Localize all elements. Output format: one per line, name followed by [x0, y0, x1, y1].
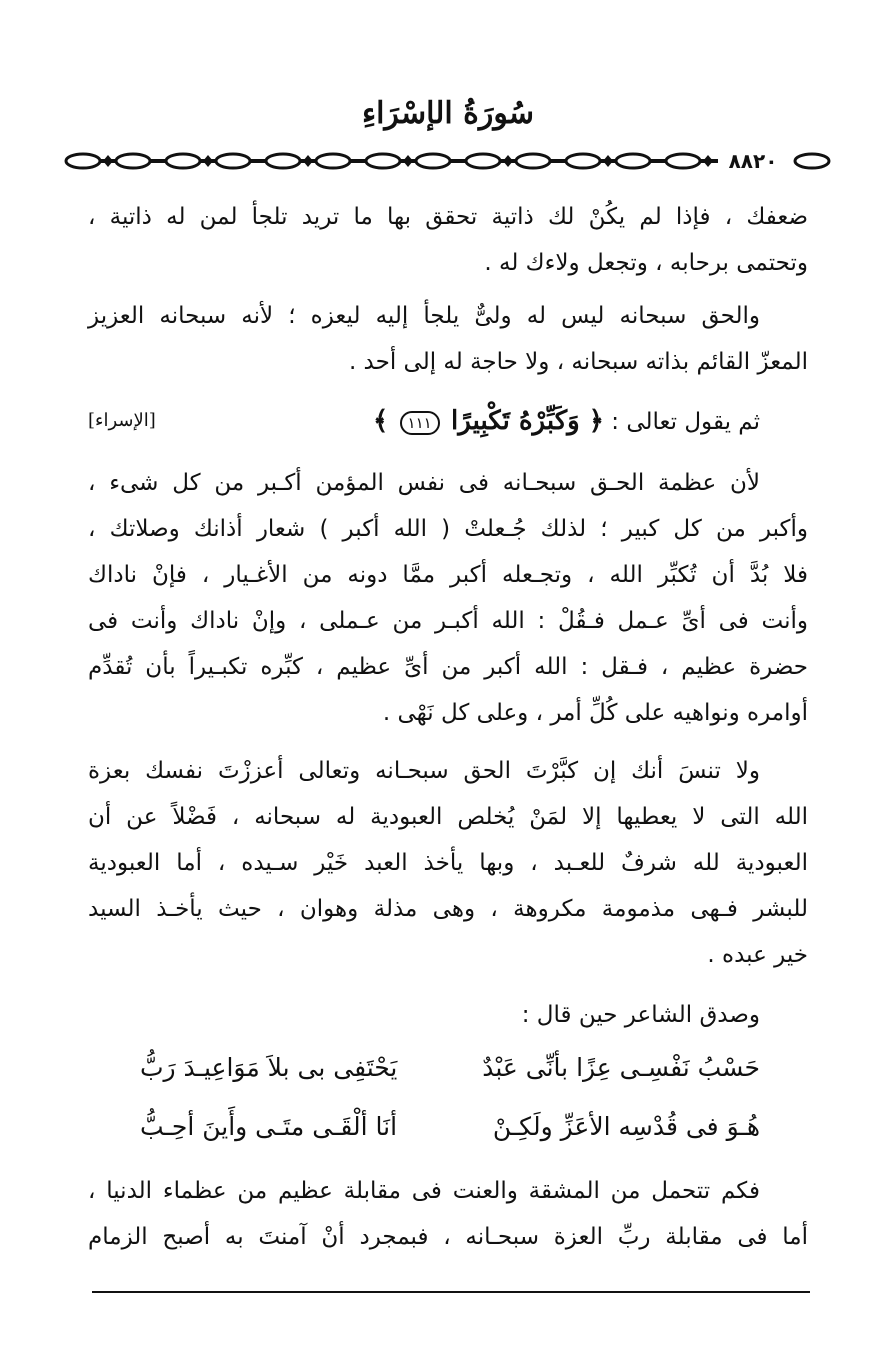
text-line: المعزّ القائم بذاته سبحانه ، ولا حاجة له إلى أحد . [348, 349, 808, 375]
poem-second-hemistich: يَحْتَفِى بى بلاَ مَوَاعِيـدَ رَبُّ [140, 1053, 398, 1082]
verse-quote: ﴿ وَكَبِّرْهُ تَكْبِيرًا [451, 406, 604, 436]
paragraph-4 [88, 748, 808, 978]
verse-text [373, 398, 760, 445]
paragraph-2 [88, 293, 808, 385]
text-line: ضعفك ، فإذا لم يكُنْ لك ذاتية تحقق بها ما تريد تلجأ لمن له ذاتية ، [88, 204, 808, 230]
text-line: لأن عظمة الحـق سبحـانه فى نفس المؤمن أكـبر من كل شىء ، [88, 470, 760, 496]
verse-close-bracket: ﴾ [373, 406, 389, 436]
text-line: والحق سبحانه ليس له ولىٌّ يلجأ إليه ليعزه ؛ لأنه سبحانه العزيز [88, 303, 760, 329]
text-line: حضرة عظيم ، فـقل : الله أكبر من أىِّ عظيم ، كبِّره تكبـيراً بأن تُقدِّم [88, 654, 808, 680]
ayah-number-marker: ١١١ [400, 411, 440, 435]
paragraph-3 [88, 460, 808, 736]
text-line: خير عبده . [707, 942, 808, 968]
poem-first-hemistich: حَسْبُ نَفْسِـى عِزًا بأنِّى عَبْدٌ [482, 1053, 760, 1082]
poem-second-hemistich: أنَا ألْقَـى متَـى وأَينَ أحِـبُّ [140, 1112, 398, 1141]
page-number: ٨٨٢٠ [718, 147, 788, 175]
text-line: الله التى لا يعطيها إلا لمَنْ يُخلص العبودية له سبحانه ، فَضْلاً عن أن [88, 804, 808, 830]
text-line: وتحتمى برحابه ، وتجعل ولاءك له . [484, 250, 808, 276]
verse-intro: ثم يقول تعالى : [611, 409, 760, 435]
quran-verse-line [88, 398, 808, 444]
surah-title: سُورَةُ الإسْرَاءِ [361, 96, 535, 131]
text-line: وأكبر من كل كبير ؛ لذلك جُـعلتْ ( الله أكبر ) شعار أذانك وصلاتك ، [88, 516, 808, 542]
text-line: فلا بُدَّ أن تُكبِّر الله ، وتجـعله أكبر ممَّا دونه من الأغـيار ، فإنْ ناداك [88, 562, 808, 588]
ornamental-rule [62, 146, 832, 176]
text-line: العبودية لله شرفٌ للعـبد ، وبها يأخذ العبد خَيْر سـيده ، أما العبودية [88, 850, 808, 876]
poem-verse [140, 1043, 760, 1093]
text-line: فكم تتحمل من المشقة والعنت فى مقابلة عظيم من عظماء الدنيا ، [88, 1178, 760, 1204]
text-line: وأنت فى أىِّ عـمل فـقُلْ : الله أكبـر من عـملى ، وإنْ ناداك وأنت فى [88, 608, 808, 634]
text-line: وصدق الشاعر حين قال : [521, 1002, 760, 1028]
paragraph-1 [88, 194, 808, 286]
text-line: أما فى مقابلة ربِّ العزة سبحـانه ، فبمجرد أنْ آمنتَ به أصبح الزمام [88, 1224, 808, 1250]
poem-intro [88, 992, 808, 1038]
text-line: ولا تنسَ أنك إن كبَّرْتَ الحق سبحـانه وتعالى أعززْتَ نفسك بعزة [88, 758, 760, 784]
text-line: للبشر فـهى مذمومة مكروهة ، وهى مذلة وهوان ، حيث يأخـذ السيد [88, 896, 808, 922]
paragraph-5 [88, 1168, 808, 1260]
poem-first-hemistich: هُـوَ فى قُدْسِه الأعَزِّ ولَكِـنْ [492, 1112, 760, 1141]
footer-rule [92, 1291, 810, 1293]
poem-verse [140, 1102, 760, 1152]
text-line: أوامره ونواهيه على كُلِّ أمر ، وعلى كل نَهْى . [382, 700, 808, 726]
surah-reference: [الإسراء] [88, 410, 156, 431]
